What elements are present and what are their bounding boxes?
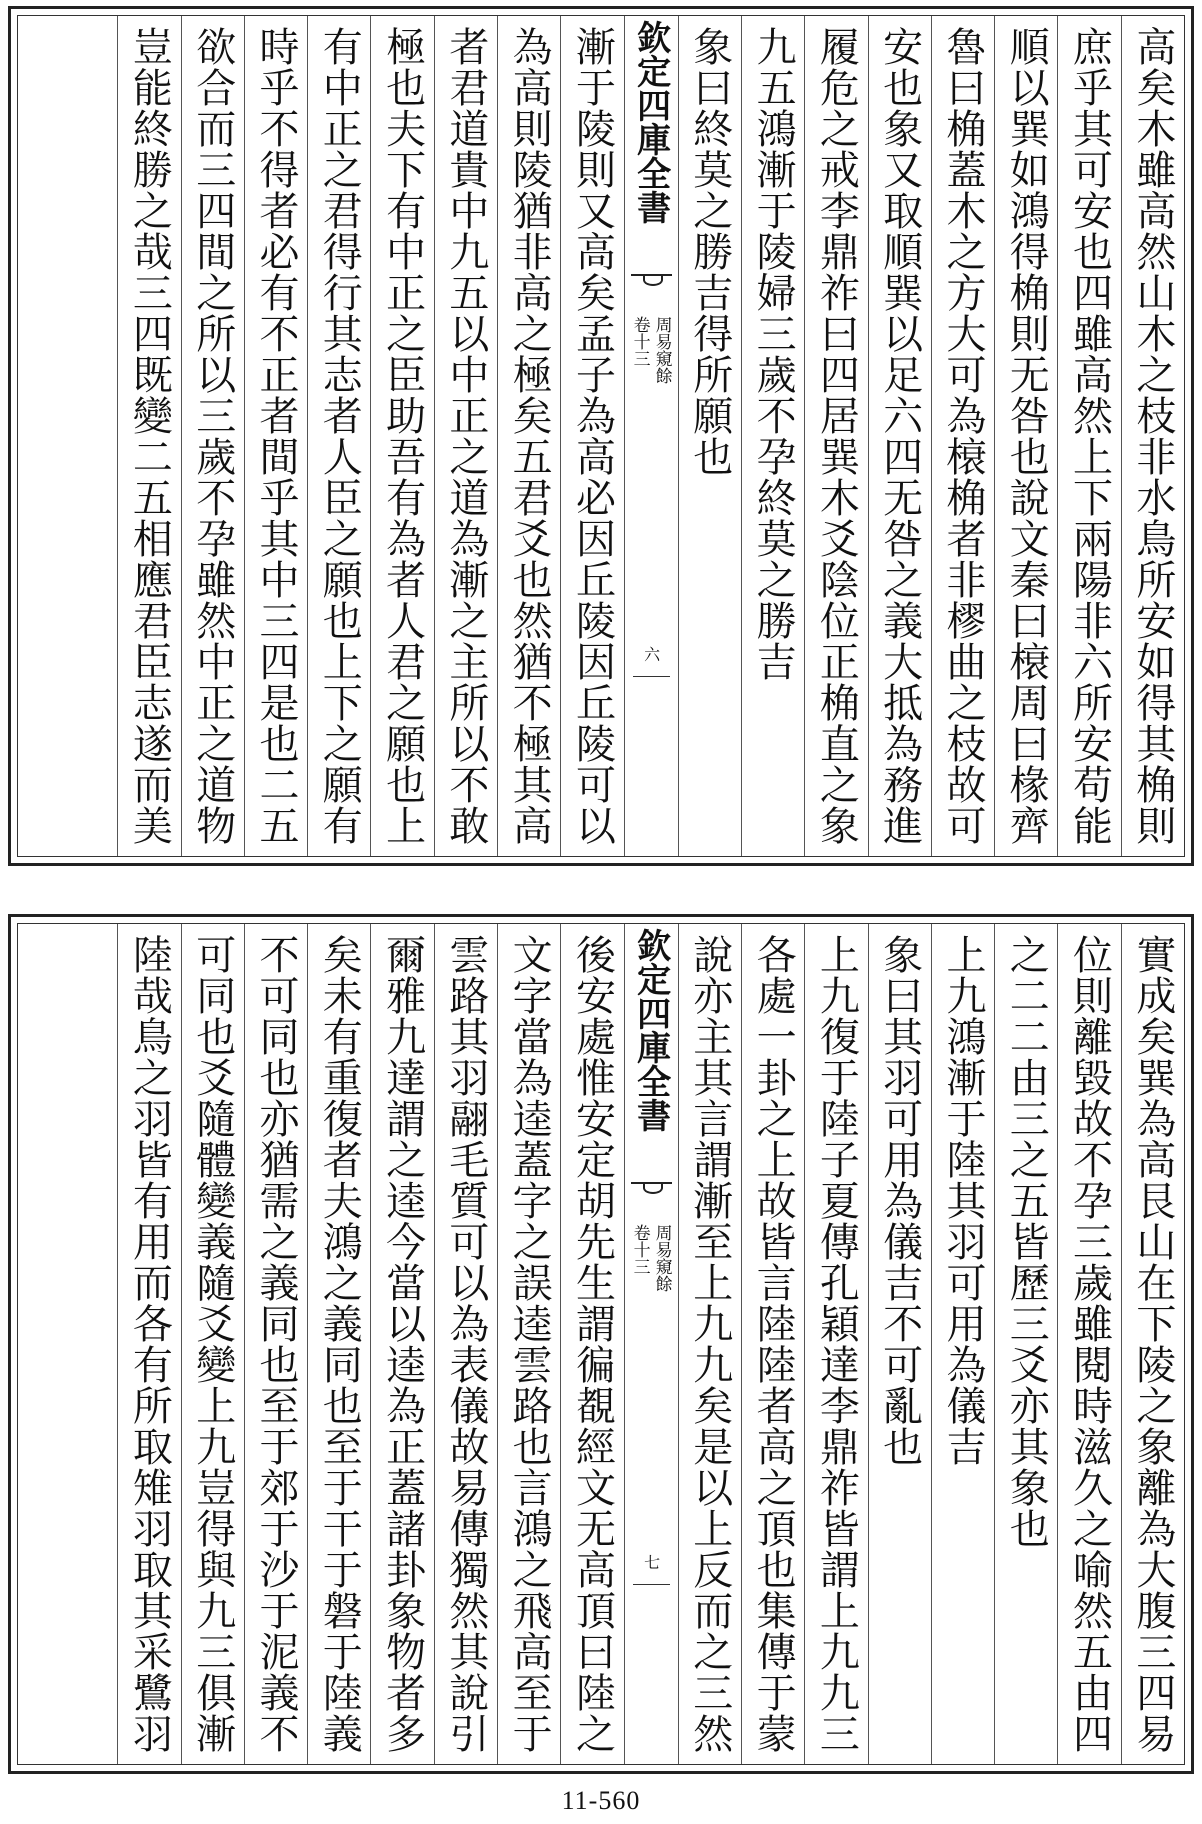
text-column: 為高則陵猶非高之極矣五君爻也然猶不極其高 xyxy=(497,16,560,856)
text-column: 豈能終勝之哉三四既變二五相應君臣志遂而美 xyxy=(117,16,180,856)
text-column: 庶乎其可安也四雖高然上下兩陽非六所安苟能 xyxy=(1057,16,1120,856)
bottom-page-columns xyxy=(18,924,1184,1764)
text-column: 履危之戒李鼎祚曰四居巽木爻陰位正桷直之象 xyxy=(804,16,867,856)
text-column: 象曰終莫之勝吉得所願也 xyxy=(678,16,741,856)
text-column: 九五鴻漸于陵婦三歲不孕終莫之勝吉 xyxy=(741,16,804,856)
text-column: 實成矣巽為高艮山在下陵之象離為大腹三四易 xyxy=(1121,924,1184,1764)
book-title: 周易窺餘 xyxy=(651,1224,672,1292)
text-column: 漸于陵則又高矣孟子為高必因丘陵因丘陵可以 xyxy=(560,16,623,856)
bottom-page-frame xyxy=(17,923,1185,1765)
leaf-divider xyxy=(633,1584,670,1585)
fish-tail-mark xyxy=(631,274,672,296)
top-page xyxy=(8,6,1194,866)
page-center-margin xyxy=(624,16,678,856)
text-column: 高矣木雖高然山木之枝非水鳥所安如得其桷則 xyxy=(1121,16,1184,856)
book-title: 周易窺餘 xyxy=(651,316,672,384)
leaf-divider xyxy=(633,676,670,677)
text-column: 象曰其羽可用為儀吉不可亂也 xyxy=(868,924,931,1764)
text-column: 之二二由三之五皆歷三爻亦其象也 xyxy=(994,924,1057,1764)
text-column: 者君道貴中九五以中正之道為漸之主所以不敢 xyxy=(434,16,497,856)
text-column: 後安處惟安定胡先生謂徧覩經文无高頂曰陸之 xyxy=(560,924,623,1764)
bottom-page xyxy=(8,914,1194,1774)
text-column: 上九復于陸子夏傳孔穎達李鼎祚皆謂上九九三 xyxy=(804,924,867,1764)
text-column: 矣未有重復者夫鴻之義同也至于干于磐于陸義 xyxy=(307,924,370,1764)
collection-title: 欽定四庫全書 xyxy=(630,20,671,224)
volume-label xyxy=(629,316,673,384)
text-column: 各處一卦之上故皆言陸陸者高之頂也集傳于蒙 xyxy=(741,924,804,1764)
page-number: 11-560 xyxy=(561,1786,641,1815)
text-column: 有中正之君得行其志者人臣之願也上下之願有 xyxy=(307,16,370,856)
collection-title: 欽定四庫全書 xyxy=(630,928,671,1132)
fish-tail-mark xyxy=(631,1182,672,1204)
text-column: 陸哉鳥之羽皆有用而各有所取雉羽取其采鷺羽 xyxy=(117,924,180,1764)
text-column: 文字當為逵蓋字之誤逵雲路也言鴻之飛高至于 xyxy=(497,924,560,1764)
page-center-margin xyxy=(624,924,678,1764)
text-column: 安也象又取順巽以足六四无咎之義大抵為務進 xyxy=(868,16,931,856)
text-column: 魯曰桷蓋木之方大可為榱桷者非樛曲之枝故可 xyxy=(931,16,994,856)
text-column: 上九鴻漸于陸其羽可用為儀吉 xyxy=(931,924,994,1764)
text-column: 說亦主其言謂漸至上九九矣是以上反而之三然 xyxy=(678,924,741,1764)
text-column: 極也夫下有中正之臣助吾有為者人君之願也上 xyxy=(370,16,433,856)
text-column: 爾雅九達謂之逵今當以逵為正蓋諸卦象物者多 xyxy=(370,924,433,1764)
volume-label xyxy=(629,1224,673,1292)
top-page-frame xyxy=(17,15,1185,857)
leaf-number: 六 xyxy=(641,646,661,662)
text-column: 位則離毀故不孕三歲雖閱時滋久之喻然五由四 xyxy=(1057,924,1120,1764)
text-column: 時乎不得者必有不正者間乎其中三四是也二五 xyxy=(244,16,307,856)
text-column: 可同也爻隨體變義隨爻變上九豈得與九三俱漸 xyxy=(181,924,244,1764)
text-column: 欲合而三四間之所以三歲不孕雖然中正之道物 xyxy=(181,16,244,856)
volume-number: 卷十三 xyxy=(629,316,650,367)
leaf-number: 七 xyxy=(641,1554,661,1570)
text-column: 雲路其羽翮毛質可以為表儀故易傳獨然其說引 xyxy=(434,924,497,1764)
volume-number: 卷十三 xyxy=(629,1224,650,1275)
text-column: 順以巽如鴻得桷則无咎也說文秦曰榱周曰椽齊 xyxy=(994,16,1057,856)
top-page-columns xyxy=(18,16,1184,856)
text-column: 不可同也亦猶需之義同也至于郊于沙于泥義不 xyxy=(244,924,307,1764)
